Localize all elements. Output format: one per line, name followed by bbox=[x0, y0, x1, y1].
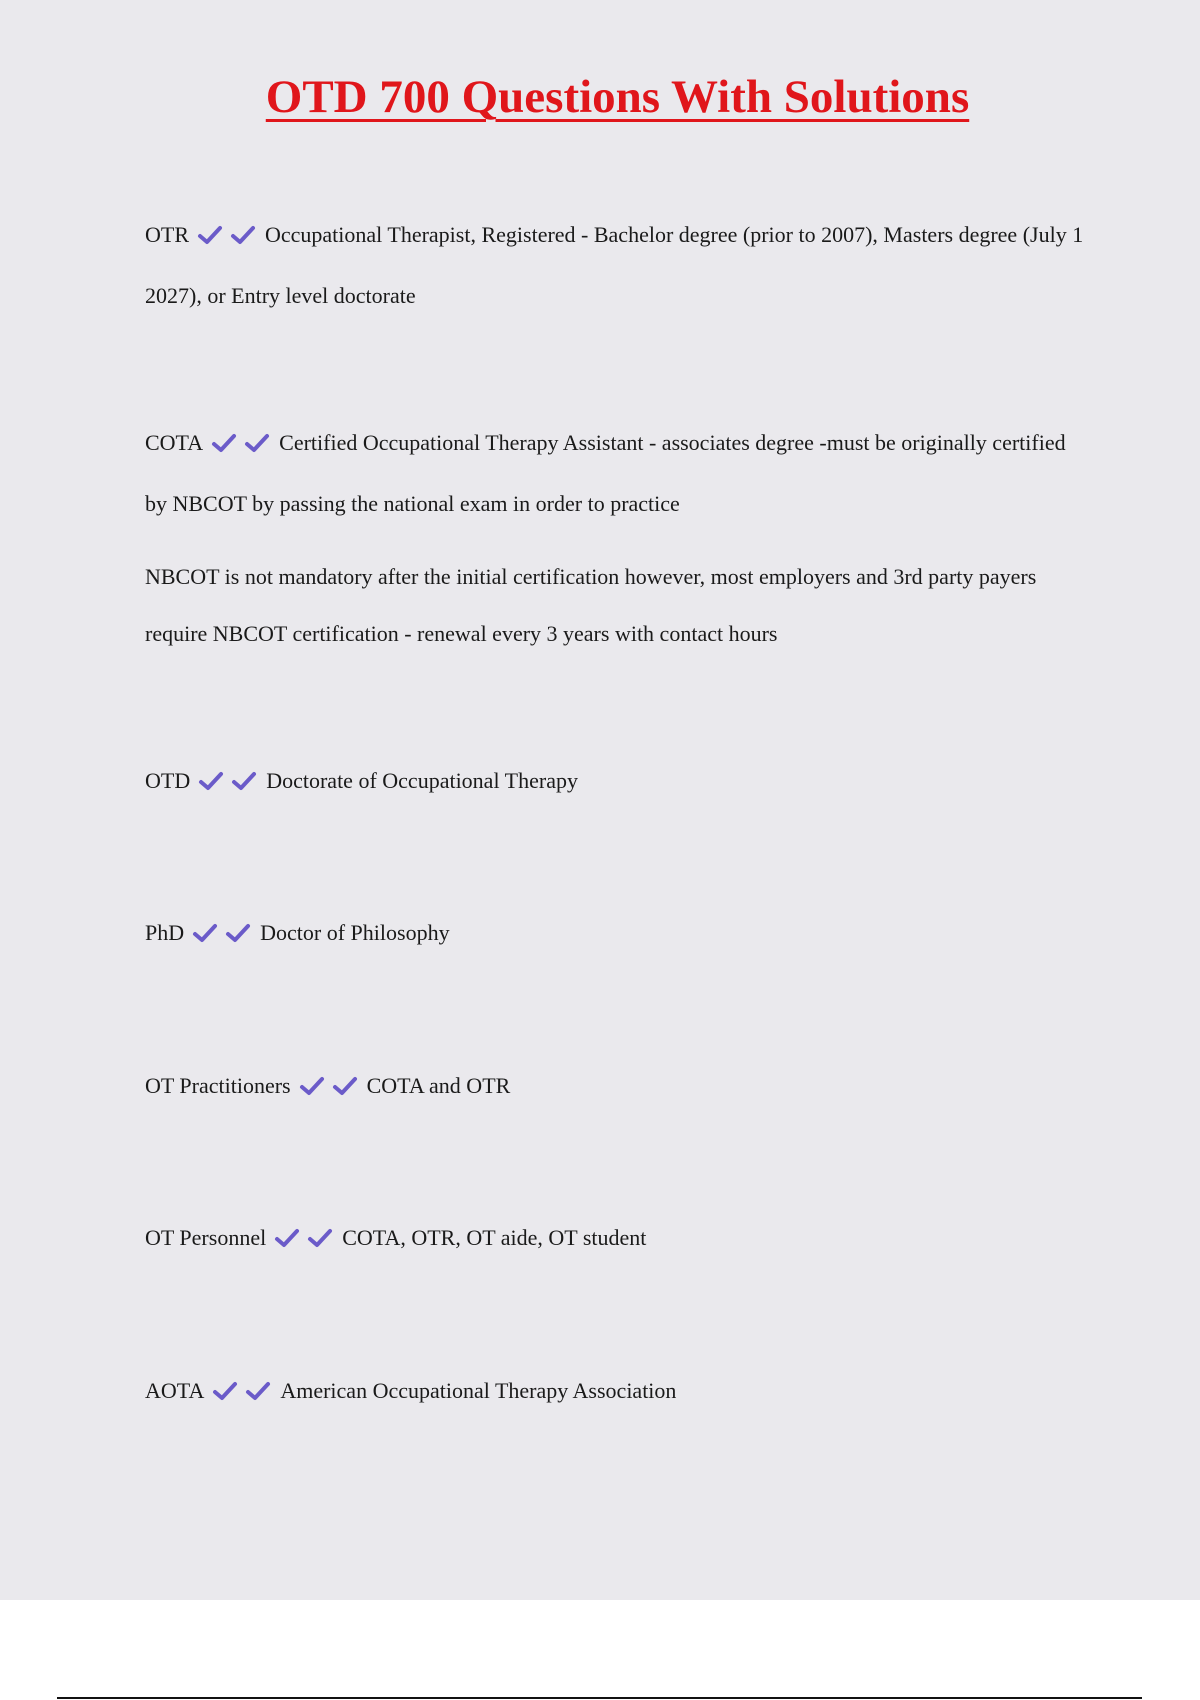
qa-entry-otd bbox=[145, 750, 1085, 811]
checkmark-icon bbox=[230, 224, 256, 246]
qa-entry-aota bbox=[145, 1360, 1085, 1421]
entry-term: COTA bbox=[145, 430, 204, 455]
checkmark-icon bbox=[225, 922, 251, 944]
checkmark-icon bbox=[244, 432, 270, 454]
entry-term: PhD bbox=[145, 920, 185, 945]
qa-entry-ot-practitioners bbox=[145, 1055, 1085, 1116]
entry-term: OT Practitioners bbox=[145, 1073, 291, 1098]
check-pair bbox=[274, 1207, 340, 1268]
checkmark-icon bbox=[274, 1227, 300, 1249]
entry-answer: American Occupational Therapy Association bbox=[280, 1378, 677, 1403]
entry-answer: COTA, OTR, OT aide, OT student bbox=[342, 1225, 647, 1250]
checkmark-icon bbox=[307, 1227, 333, 1249]
footer-divider bbox=[57, 1697, 1142, 1699]
qa-entry-otr bbox=[145, 204, 1085, 326]
qa-entry-phd bbox=[145, 902, 1085, 963]
checkmark-icon bbox=[197, 224, 223, 246]
entry-answer: Doctor of Philosophy bbox=[260, 920, 450, 945]
check-pair bbox=[211, 412, 277, 473]
entry-term: OT Personnel bbox=[145, 1225, 267, 1250]
document-title-text: OTD 700 Questions With Solutions bbox=[265, 71, 970, 123]
qa-entry-cota bbox=[145, 412, 1085, 534]
entry-term: OTR bbox=[145, 222, 189, 247]
check-pair bbox=[198, 750, 264, 811]
document-title bbox=[0, 72, 1200, 124]
check-pair bbox=[192, 902, 258, 963]
check-pair bbox=[299, 1055, 365, 1116]
entry-answer: Certified Occupational Therapy Assistant - associates degree -must be originally certified by NBCOT by passing the national exam in order to practice bbox=[145, 430, 1066, 516]
checkmark-icon bbox=[332, 1075, 358, 1097]
checkmark-icon bbox=[211, 432, 237, 454]
checkmark-icon bbox=[212, 1380, 238, 1402]
entry-answer: Doctorate of Occupational Therapy bbox=[266, 768, 578, 793]
qa-entry-ot-personnel bbox=[145, 1207, 1085, 1268]
checkmark-icon bbox=[231, 770, 257, 792]
entry-term: OTD bbox=[145, 768, 191, 793]
entry-answer: Occupational Therapist, Registered - Bachelor degree (prior to 2007), Masters degree (July 1 2027), or Entry level doctorate bbox=[145, 222, 1084, 308]
checkmark-icon bbox=[245, 1380, 271, 1402]
entry-term: AOTA bbox=[145, 1378, 205, 1403]
check-pair bbox=[197, 204, 263, 265]
entry-note: NBCOT is not mandatory after the initial certification however, most employers and 3rd party payers require NBCOT certification - renewal every 3 years with contact hours bbox=[145, 564, 1037, 646]
checkmark-icon bbox=[299, 1075, 325, 1097]
checkmark-icon bbox=[192, 922, 218, 944]
check-pair bbox=[212, 1360, 278, 1421]
entry-answer: COTA and OTR bbox=[366, 1073, 511, 1098]
checkmark-icon bbox=[198, 770, 224, 792]
